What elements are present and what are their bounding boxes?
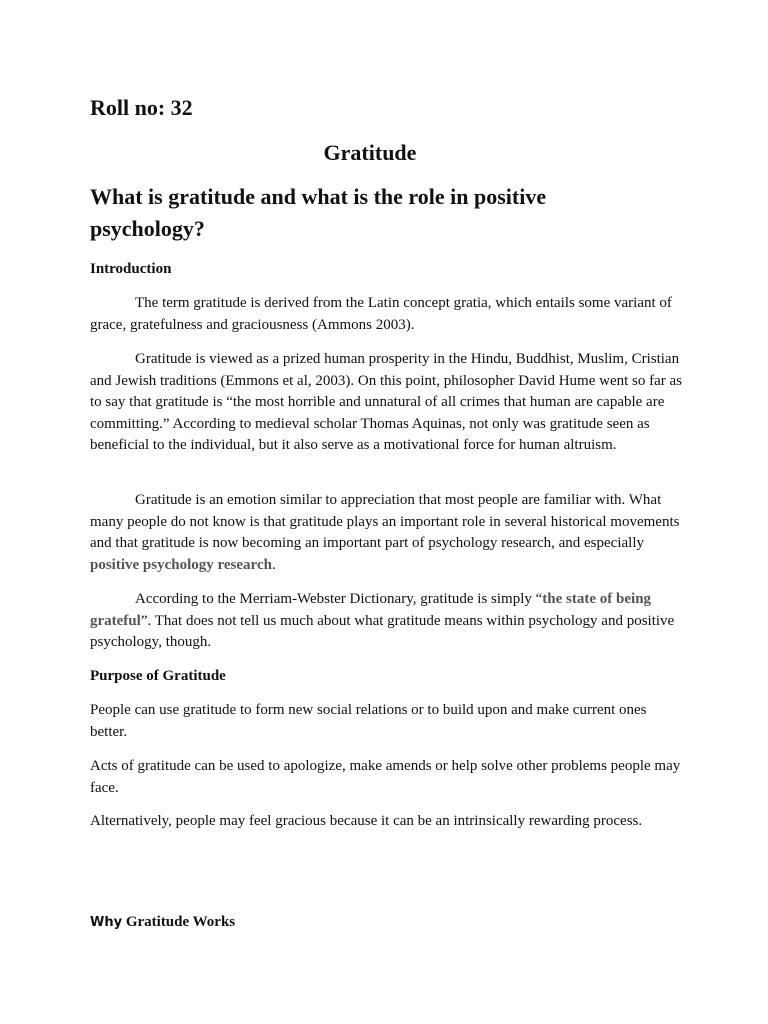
- paragraph-appreciation-text: Gratitude is an emotion similar to appreciation that most people are familiar with. What many people do not know is that gratitude plays an important role in several historical movements and that gratitude is now becoming an important part of psychology research, and especially: [90, 492, 680, 551]
- paragraph-definition: [90, 589, 682, 654]
- paragraph-traditions: Gratitude is viewed as a prized human prosperity in the Hindu, Buddhist, Muslim, Cristian and Jewish traditions (Emmons et al, 2003). On this point, philosopher David Hume went so far as to say that gratitude is “the most horrible and unnatural of all crimes that human are capable are committing.” According to medieval scholar Thomas Aquinas, not only was gratitude seen as beneficial to the individual, but it also serve as a motivational force for human altruism.: [90, 351, 682, 453]
- purpose-heading: Purpose of Gratitude: [90, 668, 226, 684]
- state-of-being-grateful-link[interactable]: the state of being grateful: [90, 591, 652, 629]
- paragraph-definition-text: According to the Merriam-Webster Dictionary, gratitude is simply “: [135, 591, 543, 607]
- paragraph-etymology: The term gratitude is derived from the Latin concept gratia, which entails some variant of grace, gratefulness and graciousness (Ammons 2003).: [90, 295, 672, 333]
- why-heading-rest: Gratitude Works: [122, 914, 236, 930]
- why-prefix: Why: [90, 915, 123, 930]
- introduction-heading: Introduction: [90, 261, 172, 277]
- paragraph-appreciation: [90, 490, 682, 576]
- paragraph-social-relations: People can use gratitude to form new social relations or to build upon and make current ones better.: [90, 702, 647, 740]
- paragraph-definition-end: ”. That does not tell us much about what gratitude means within psychology and positive psychology, though.: [90, 612, 675, 650]
- document-title: Gratitude: [323, 140, 417, 165]
- paragraph-apologize: Acts of gratitude can be used to apologize, make amends or help solve other problems people may face.: [90, 758, 681, 796]
- paragraph-appreciation-end: .: [271, 556, 276, 573]
- paragraph-rewarding: Alternatively, people may feel gracious because it can be an intrinsically rewarding process.: [90, 813, 643, 829]
- roll-number: Roll no: 32: [90, 95, 193, 120]
- positive-psychology-research-link[interactable]: positive psychology research: [90, 556, 272, 573]
- document-question-heading: What is gratitude and what is the role in positive psychology?: [90, 184, 547, 241]
- why-gratitude-works-heading: [90, 912, 235, 933]
